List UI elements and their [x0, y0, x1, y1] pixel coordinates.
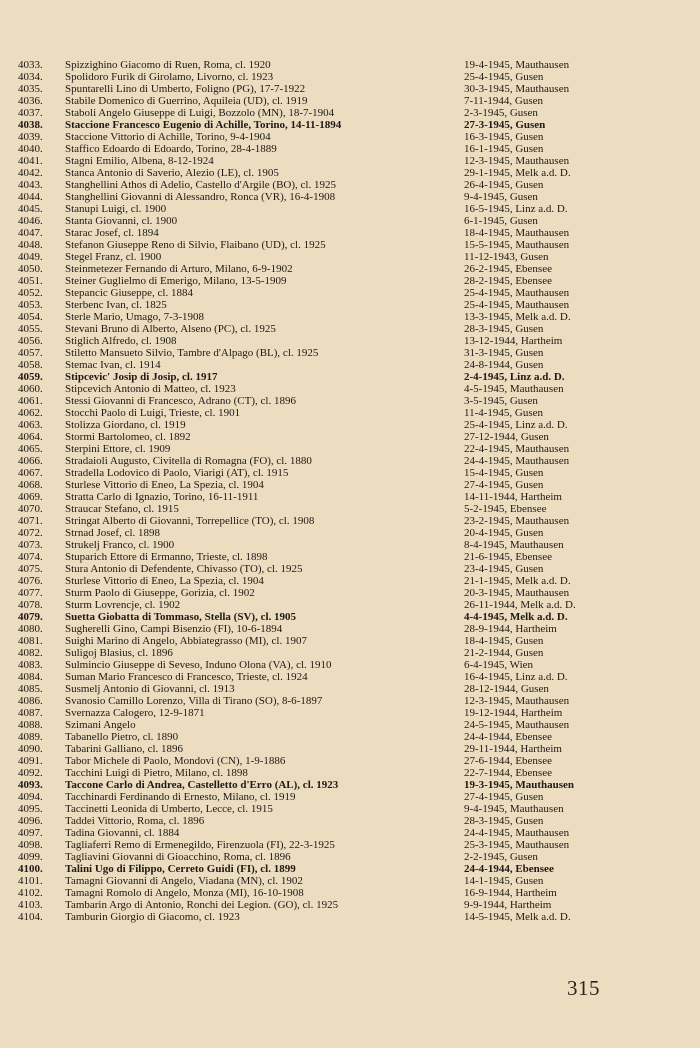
entry-row — [0, 491, 700, 503]
entry-row — [0, 155, 700, 167]
entry-name: Stipcevich Antonio di Matteo, cl. 1923 — [65, 383, 236, 395]
entry-death: 16-1-1945, Gusen — [464, 143, 544, 155]
entry-row — [0, 311, 700, 323]
entry-number: 4074. — [18, 551, 43, 563]
entry-row — [0, 707, 700, 719]
entry-number: 4099. — [18, 851, 43, 863]
entry-name: Svanosio Camillo Lorenzo, Villa di Tirano (SO), 8-6-1897 — [65, 695, 323, 707]
entry-name: Suetta Giobatta di Tommaso, Stella (SV), cl. 1905 — [65, 611, 297, 623]
entry-death: 25-3-1945, Mauthausen — [464, 839, 570, 851]
entry-name: Svernazza Calogero, 12-9-1871 — [65, 707, 205, 719]
entry-number: 4089. — [18, 731, 43, 743]
entry-number: 4046. — [18, 215, 43, 227]
entry-death: 14-5-1945, Melk a.d. D. — [464, 911, 571, 923]
entry-row — [0, 191, 700, 203]
entry-number: 4092. — [18, 767, 43, 779]
entry-row — [0, 419, 700, 431]
entry-number: 4087. — [18, 707, 43, 719]
entry-name: Spolidoro Furik di Girolamo, Livorno, cl. 1923 — [65, 71, 274, 83]
entry-death: 19-12-1944, Hartheim — [464, 707, 563, 719]
entry-row — [0, 143, 700, 155]
entry-death: 24-8-1944, Gusen — [464, 359, 544, 371]
entry-name: Tabor Michele di Paolo, Mondovì (CN), 1-9-1886 — [65, 755, 286, 767]
entry-row — [0, 599, 700, 611]
entry-row — [0, 611, 700, 623]
entry-name: Sturm Paolo di Giuseppe, Gorizia, cl. 1902 — [65, 587, 255, 599]
entry-row — [0, 443, 700, 455]
entry-row — [0, 131, 700, 143]
entry-number: 4050. — [18, 263, 43, 275]
entry-name: Spuntarelli Lino di Umberto, Foligno (PG), 17-7-1922 — [65, 83, 306, 95]
entry-name: Stradella Lodovico di Paolo, Viarigi (AT), cl. 1915 — [65, 467, 289, 479]
entry-death: 19-3-1945, Mauthausen — [464, 779, 575, 791]
entry-name: Taccinetti Leonida di Umberto, Lecce, cl. 1915 — [65, 803, 273, 815]
entry-death: 16-9-1944, Hartheim — [464, 887, 557, 899]
entry-number: 4091. — [18, 755, 43, 767]
entry-row — [0, 863, 700, 875]
entry-name: Stepancic Giuseppe, cl. 1884 — [65, 287, 193, 299]
entry-death: 6-1-1945, Gusen — [464, 215, 538, 227]
entry-number: 4045. — [18, 203, 43, 215]
entry-death: 25-4-1945, Gusen — [464, 71, 544, 83]
entry-name: Sterpini Ettore, cl. 1909 — [65, 443, 171, 455]
entry-death: 18-4-1945, Gusen — [464, 635, 544, 647]
entry-name: Stanta Giovanni, cl. 1900 — [65, 215, 178, 227]
entry-number: 4066. — [18, 455, 43, 467]
entry-row — [0, 83, 700, 95]
entry-row — [0, 695, 700, 707]
entry-death: 15-5-1945, Mauthausen — [464, 239, 570, 251]
entry-number: 4080. — [18, 623, 43, 635]
entry-number: 4051. — [18, 275, 43, 287]
entry-row — [0, 887, 700, 899]
entry-number: 4055. — [18, 323, 43, 335]
entry-death: 16-4-1945, Linz a.d. D. — [464, 671, 568, 683]
entry-number: 4095. — [18, 803, 43, 815]
entry-number: 4101. — [18, 875, 43, 887]
entry-number: 4103. — [18, 899, 43, 911]
entry-number: 4056. — [18, 335, 43, 347]
entry-death: 24-5-1945, Mauthausen — [464, 719, 570, 731]
entry-name: Tagliaferri Remo di Ermenegildo, Firenzuola (FI), 22-3-1925 — [65, 839, 335, 851]
entry-row — [0, 779, 700, 791]
entry-name: Steinmetezer Fernando di Arturo, Milano, 6-9-1902 — [65, 263, 293, 275]
entry-number: 4063. — [18, 419, 43, 431]
entry-row — [0, 395, 700, 407]
entry-name: Stanghellini Giovanni di Alessandro, Ronca (VR), 16-4-1908 — [65, 191, 336, 203]
entry-name: Stabile Domenico di Guerrino, Aquileia (UD), cl. 1919 — [65, 95, 308, 107]
entry-name: Straucar Stefano, cl. 1915 — [65, 503, 179, 515]
entry-name: Stiletto Mansueto Silvio, Tambre d'Alpago (BL), cl. 1925 — [65, 347, 319, 359]
entry-death: 9-4-1945, Mauthausen — [464, 803, 564, 815]
entry-row — [0, 503, 700, 515]
entry-name: Stemac Ivan, cl. 1914 — [65, 359, 161, 371]
entry-death: 21-1-1945, Melk a.d. D. — [464, 575, 571, 587]
entry-death: 5-2-1945, Ebensee — [464, 503, 547, 515]
entry-name: Sterbenc Ivan, cl. 1825 — [65, 299, 167, 311]
entry-number: 4079. — [18, 611, 43, 623]
entry-list — [0, 59, 700, 923]
entry-row — [0, 767, 700, 779]
entry-death: 27-6-1944, Ebensee — [464, 755, 552, 767]
entry-death: 22-4-1945, Mauthausen — [464, 443, 570, 455]
entry-death: 14-1-1945, Gusen — [464, 875, 544, 887]
entry-death: 19-4-1945, Mauthausen — [464, 59, 570, 71]
entry-death: 25-4-1945, Mauthausen — [464, 287, 570, 299]
entry-row — [0, 791, 700, 803]
entry-number: 4033. — [18, 59, 43, 71]
entry-row — [0, 347, 700, 359]
entry-name: Sturm Lovrencje, cl. 1902 — [65, 599, 181, 611]
entry-death: 29-1-1945, Melk a.d. D. — [464, 167, 571, 179]
entry-name: Tacchinardi Ferdinando di Ernesto, Milano, cl. 1919 — [65, 791, 296, 803]
entry-name: Stefanon Giuseppe Reno di Silvio, Flaibano (UD), cl. 1925 — [65, 239, 326, 251]
entry-name: Tacchini Luigi di Pietro, Milano, cl. 1898 — [65, 767, 248, 779]
entry-number: 4035. — [18, 83, 43, 95]
entry-row — [0, 719, 700, 731]
entry-row — [0, 851, 700, 863]
entry-name: Tagliavini Giovanni di Gioacchino, Roma, cl. 1896 — [65, 851, 291, 863]
entry-number: 4065. — [18, 443, 43, 455]
entry-death: 22-7-1944, Ebensee — [464, 767, 552, 779]
entry-name: Suman Mario Francesco di Francesco, Trieste, cl. 1924 — [65, 671, 308, 683]
entry-number: 4075. — [18, 563, 43, 575]
entry-row — [0, 179, 700, 191]
entry-row — [0, 107, 700, 119]
entry-row — [0, 755, 700, 767]
entry-number: 4068. — [18, 479, 43, 491]
entry-name: Taddei Vittorio, Roma, cl. 1896 — [65, 815, 205, 827]
entry-row — [0, 263, 700, 275]
entry-name: Stratta Carlo di Ignazio, Torino, 16-11-1911 — [65, 491, 259, 503]
entry-name: Tabanello Pietro, cl. 1890 — [65, 731, 179, 743]
entry-row — [0, 275, 700, 287]
entry-number: 4104. — [18, 911, 43, 923]
entry-name: Spizzighino Giacomo di Ruen, Roma, cl. 1920 — [65, 59, 271, 71]
entry-number: 4058. — [18, 359, 43, 371]
entry-death: 2-3-1945, Gusen — [464, 107, 538, 119]
entry-number: 4036. — [18, 95, 43, 107]
entry-death: 12-3-1945, Mauthausen — [464, 695, 570, 707]
entry-row — [0, 683, 700, 695]
entry-number: 4072. — [18, 527, 43, 539]
entry-death: 15-4-1945, Gusen — [464, 467, 544, 479]
entry-name: Stanca Antonio di Saverio, Alezio (LE), cl. 1905 — [65, 167, 279, 179]
entry-name: Taccone Carlo di Andrea, Castelletto d'Erro (AL), cl. 1923 — [65, 779, 339, 791]
entry-death: 28-12-1944, Gusen — [464, 683, 549, 695]
entry-row — [0, 647, 700, 659]
entry-row — [0, 371, 700, 383]
entry-death: 12-3-1945, Mauthausen — [464, 155, 570, 167]
entry-death: 4-4-1945, Melk a.d. D. — [464, 611, 568, 623]
entry-row — [0, 479, 700, 491]
entry-name: Tambarin Argo di Antonio, Ronchi dei Legion. (GO), cl. 1925 — [65, 899, 339, 911]
entry-number: 4040. — [18, 143, 43, 155]
entry-name: Sugherelli Gino, Campi Bisenzio (FI), 10-6-1894 — [65, 623, 283, 635]
entry-number: 4085. — [18, 683, 43, 695]
entry-death: 9-9-1944, Hartheim — [464, 899, 552, 911]
entry-name: Stuparich Ettore di Ermanno, Trieste, cl. 1898 — [65, 551, 268, 563]
entry-row — [0, 95, 700, 107]
entry-death: 25-4-1945, Mauthausen — [464, 299, 570, 311]
entry-death: 29-11-1944, Hartheim — [464, 743, 562, 755]
entry-death: 18-4-1945, Mauthausen — [464, 227, 570, 239]
entry-death: 2-2-1945, Gusen — [464, 851, 538, 863]
entry-name: Suighi Marino di Angelo, Abbiategrasso (MI), cl. 1907 — [65, 635, 307, 647]
entry-death: 24-4-1945, Mauthausen — [464, 827, 570, 839]
entry-row — [0, 359, 700, 371]
entry-name: Talini Ugo di Filippo, Cerreto Guidi (FI), cl. 1899 — [65, 863, 296, 875]
entry-row — [0, 71, 700, 83]
entry-name: Stocchi Paolo di Luigi, Trieste, cl. 1901 — [65, 407, 241, 419]
entry-row — [0, 731, 700, 743]
entry-row — [0, 227, 700, 239]
entry-row — [0, 167, 700, 179]
entry-name: Stagni Emilio, Albena, 8-12-1924 — [65, 155, 214, 167]
entry-number: 4067. — [18, 467, 43, 479]
entry-row — [0, 671, 700, 683]
entry-name: Strukelj Franco, cl. 1900 — [65, 539, 175, 551]
entry-row — [0, 551, 700, 563]
entry-row — [0, 215, 700, 227]
entry-name: Staffico Edoardo di Edoardo, Torino, 28-4-1889 — [65, 143, 277, 155]
entry-name: Stevani Bruno di Alberto, Alseno (PC), cl. 1925 — [65, 323, 276, 335]
entry-death: 21-2-1944, Gusen — [464, 647, 544, 659]
entry-number: 4083. — [18, 659, 43, 671]
entry-name: Staccione Francesco Eugenio di Achille, Torino, 14-11-1894 — [65, 119, 342, 131]
entry-number: 4094. — [18, 791, 43, 803]
entry-name: Stringat Alberto di Giovanni, Torrepellice (TO), cl. 1908 — [65, 515, 315, 527]
entry-name: Staccione Vittorio di Achille, Torino, 9-4-1904 — [65, 131, 271, 143]
entry-number: 4034. — [18, 71, 43, 83]
entry-death: 24-4-1944, Ebensee — [464, 731, 552, 743]
entry-row — [0, 383, 700, 395]
entry-row — [0, 875, 700, 887]
entry-death: 27-3-1945, Gusen — [464, 119, 546, 131]
entry-row — [0, 323, 700, 335]
entry-death: 13-12-1944, Hartheim — [464, 335, 563, 347]
entry-name: Stessi Giovanni di Francesco, Adrano (CT), cl. 1896 — [65, 395, 296, 407]
entry-name: Sterle Mario, Umago, 7-3-1908 — [65, 311, 204, 323]
entry-number: 4057. — [18, 347, 43, 359]
entry-number: 4049. — [18, 251, 43, 263]
entry-row — [0, 743, 700, 755]
entry-name: Strnad Josef, cl. 1898 — [65, 527, 161, 539]
entry-number: 4081. — [18, 635, 43, 647]
page-number: 315 — [567, 976, 600, 1000]
entry-name: Sturlese Vittorio di Eneo, La Spezia, cl. 1904 — [65, 479, 264, 491]
entry-number: 4088. — [18, 719, 43, 731]
entry-death: 27-12-1944, Gusen — [464, 431, 549, 443]
entry-death: 7-11-1944, Gusen — [464, 95, 544, 107]
entry-row — [0, 563, 700, 575]
entry-number: 4062. — [18, 407, 43, 419]
entry-name: Staboli Angelo Giuseppe di Luigi, Bozzolo (MN), 18-7-1904 — [65, 107, 335, 119]
entry-row — [0, 203, 700, 215]
entry-death: 4-5-1945, Mauthausen — [464, 383, 564, 395]
entry-name: Tamagni Romolo di Angelo, Monza (MI), 16-10-1908 — [65, 887, 304, 899]
entry-number: 4071. — [18, 515, 43, 527]
entry-death: 23-4-1945, Gusen — [464, 563, 544, 575]
entry-row — [0, 467, 700, 479]
entry-number: 4061. — [18, 395, 43, 407]
entry-death: 3-5-1945, Gusen — [464, 395, 538, 407]
entry-name: Stanghellini Athos di Adelio, Castello d'Argile (BO), cl. 1925 — [65, 179, 336, 191]
entry-name: Suligoj Blasius, cl. 1896 — [65, 647, 173, 659]
entry-death: 26-11-1944, Melk a.d. D. — [464, 599, 576, 611]
entry-name: Stradaioli Augusto, Civitella di Romagna (FO), cl. 1880 — [65, 455, 312, 467]
entry-row — [0, 911, 700, 923]
entry-death: 24-4-1945, Mauthausen — [464, 455, 570, 467]
entry-name: Stura Antonio di Defendente, Chivasso (TO), cl. 1925 — [65, 563, 303, 575]
entry-row — [0, 527, 700, 539]
entry-row — [0, 251, 700, 263]
entry-row — [0, 623, 700, 635]
entry-death: 26-2-1945, Ebensee — [464, 263, 552, 275]
entry-death: 20-4-1945, Gusen — [464, 527, 544, 539]
entry-death: 21-6-1945, Ebensee — [464, 551, 552, 563]
entry-number: 4047. — [18, 227, 43, 239]
entry-number: 4102. — [18, 887, 43, 899]
entry-name: Tamburin Giorgio di Giacomo, cl. 1923 — [65, 911, 240, 923]
entry-row — [0, 659, 700, 671]
entry-row — [0, 119, 700, 131]
entry-death: 24-4-1944, Ebensee — [464, 863, 554, 875]
entry-number: 4097. — [18, 827, 43, 839]
entry-death: 8-4-1945, Mauthausen — [464, 539, 564, 551]
entry-number: 4038. — [18, 119, 43, 131]
entry-number: 4039. — [18, 131, 43, 143]
entry-number: 4043. — [18, 179, 43, 191]
entry-name: Stipcevic' Josip di Josip, cl. 1917 — [65, 371, 218, 383]
entry-name: Stegel Franz, cl. 1900 — [65, 251, 162, 263]
entry-number: 4059. — [18, 371, 43, 383]
entry-name: Tabarini Galliano, cl. 1896 — [65, 743, 184, 755]
entry-row — [0, 431, 700, 443]
entry-name: Stanupi Luigi, cl. 1900 — [65, 203, 167, 215]
entry-number: 4052. — [18, 287, 43, 299]
entry-number: 4070. — [18, 503, 43, 515]
entry-death: 13-3-1945, Melk a.d. D. — [464, 311, 571, 323]
entry-name: Stiglich Alfredo, cl. 1908 — [65, 335, 177, 347]
entry-death: 2-4-1945, Linz a.d. D. — [464, 371, 565, 383]
entry-number: 4044. — [18, 191, 43, 203]
entry-row — [0, 827, 700, 839]
entry-number: 4064. — [18, 431, 43, 443]
entry-number: 4098. — [18, 839, 43, 851]
entry-row — [0, 899, 700, 911]
entry-number: 4100. — [18, 863, 43, 875]
entry-row — [0, 815, 700, 827]
entry-number: 4076. — [18, 575, 43, 587]
entry-number: 4078. — [18, 599, 43, 611]
entry-name: Tamagni Giovanni di Angelo, Viadana (MN), cl. 1902 — [65, 875, 303, 887]
entry-number: 4048. — [18, 239, 43, 251]
entry-death: 28-9-1944, Hartheim — [464, 623, 557, 635]
entry-number: 4093. — [18, 779, 43, 791]
entry-row — [0, 239, 700, 251]
entry-number: 4041. — [18, 155, 43, 167]
entry-number: 4060. — [18, 383, 43, 395]
entry-name: Starac Josef, cl. 1894 — [65, 227, 159, 239]
entry-death: 26-4-1945, Gusen — [464, 179, 544, 191]
entry-death: 11-12-1943, Gusen — [464, 251, 549, 263]
entry-row — [0, 575, 700, 587]
entry-death: 31-3-1945, Gusen — [464, 347, 544, 359]
entry-number: 4069. — [18, 491, 43, 503]
entry-number: 4073. — [18, 539, 43, 551]
entry-number: 4037. — [18, 107, 43, 119]
entry-death: 28-3-1945, Gusen — [464, 323, 544, 335]
entry-death: 23-2-1945, Mauthausen — [464, 515, 570, 527]
entry-number: 4086. — [18, 695, 43, 707]
entry-number: 4054. — [18, 311, 43, 323]
entry-name: Stolizza Giordano, cl. 1919 — [65, 419, 186, 431]
entry-row — [0, 515, 700, 527]
entry-name: Susmelj Antonio di Giovanni, cl. 1913 — [65, 683, 235, 695]
entry-death: 20-3-1945, Mauthausen — [464, 587, 570, 599]
entry-death: 25-4-1945, Linz a.d. D. — [464, 419, 568, 431]
entry-number: 4090. — [18, 743, 43, 755]
entry-death: 6-4-1945, Wien — [464, 659, 534, 671]
entry-name: Szimani Angelo — [65, 719, 136, 731]
entry-death: 16-3-1945, Gusen — [464, 131, 544, 143]
entry-row — [0, 587, 700, 599]
entry-number: 4053. — [18, 299, 43, 311]
entry-row — [0, 287, 700, 299]
entry-row — [0, 299, 700, 311]
entry-number: 4084. — [18, 671, 43, 683]
entry-death: 27-4-1945, Gusen — [464, 479, 544, 491]
entry-row — [0, 839, 700, 851]
entry-name: Tadina Giovanni, cl. 1884 — [65, 827, 180, 839]
entry-row — [0, 407, 700, 419]
entry-death: 28-2-1945, Ebensee — [464, 275, 552, 287]
entry-row — [0, 803, 700, 815]
entry-death: 27-4-1945, Gusen — [464, 791, 544, 803]
entry-death: 9-4-1945, Gusen — [464, 191, 538, 203]
entry-number: 4082. — [18, 647, 43, 659]
entry-row — [0, 539, 700, 551]
entry-number: 4042. — [18, 167, 43, 179]
entry-name: Sulmincio Giuseppe di Seveso, Induno Olona (VA), cl. 1910 — [65, 659, 332, 671]
entry-number: 4096. — [18, 815, 43, 827]
entry-row — [0, 59, 700, 71]
entry-name: Steiner Guglielmo di Emerigo, Milano, 13-5-1909 — [65, 275, 287, 287]
entry-name: Stormi Bartolomeo, cl. 1892 — [65, 431, 191, 443]
entry-death: 11-4-1945, Gusen — [464, 407, 544, 419]
entry-row — [0, 455, 700, 467]
entry-row — [0, 635, 700, 647]
entry-name: Sturlese Vittorio di Eneo, La Spezia, cl. 1904 — [65, 575, 264, 587]
entry-death: 14-11-1944, Hartheim — [464, 491, 562, 503]
entry-number: 4077. — [18, 587, 43, 599]
entry-row — [0, 335, 700, 347]
entry-death: 28-3-1945, Gusen — [464, 815, 544, 827]
entry-death: 16-5-1945, Linz a.d. D. — [464, 203, 568, 215]
entry-death: 30-3-1945, Mauthausen — [464, 83, 570, 95]
